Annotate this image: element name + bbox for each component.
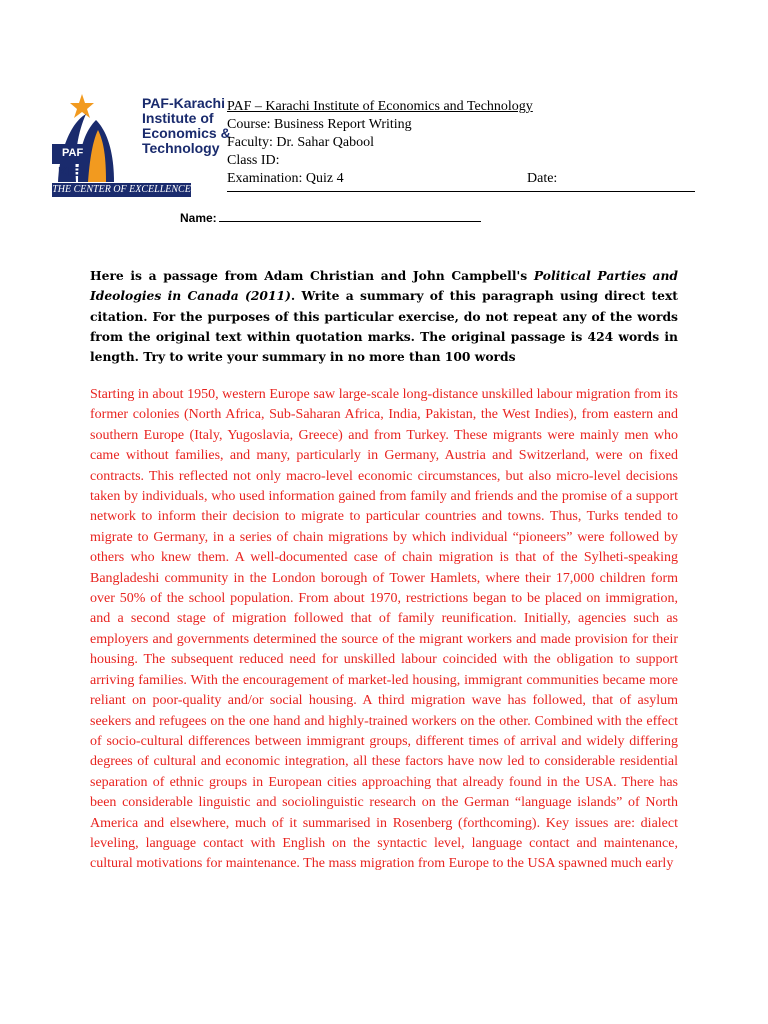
logo-line-2: Institute of (142, 110, 214, 126)
logo-line-3: Economics & (142, 125, 231, 141)
class-id-line: Class ID: (227, 153, 280, 168)
exam-header (227, 98, 695, 192)
logo-tagline: THE CENTER OF EXCELLENCE (52, 184, 191, 195)
logo-paf-text: PAF (62, 147, 84, 159)
name-field-row (180, 210, 481, 225)
instructions-text-2: . Write a summary of this paragraph using direct text citation. For the purposes of this particular exercise, do not repeat any of the words from the original text within quotation marks. The original passage is 424 words in length. Try to write your summary in no more than 100 words (90, 288, 678, 365)
faculty-line: Faculty: Dr. Sahar Qabool (227, 135, 374, 150)
logo-kiet-text: KIET (58, 164, 88, 179)
name-label: Name: (180, 211, 217, 225)
instructions-text-1: Here is a passage from Adam Christian and John Campbell's (90, 268, 534, 283)
source-passage: Starting in about 1950, western Europe saw large-scale long-distance unskilled labour migration from its former colonies (North Africa, Sub-Saharan Africa, India, Pakistan, the West Indies), from eastern and southern Europe (Italy, Yugoslavia, Greece) and from Turkey. These migrants were mainly men who came without families, and many, particularly in Germany, Austria and Switzerland, were on fixed contracts. This reflected not only macro-level economic circumstances, but also micro-level decisions taken by individuals, who used information gained from family and friends and the promise of a support network to inform their decision to migrate to particular countries and towns. Thus, Turks tended to migrate to Germany, in a series of chain migrations by which individual “pioneers” were followed by others who knew them. A well-documented case of chain migration is that of the Sylheti-speaking Bangladeshi community in the London borough of Tower Hamlets, where their 17,000 children form over 50% of the school population. From about 1970, restrictions began to be placed on immigration, and a second stage of migration followed that of family reunification. Initially, agencies such as employers and governments determined the source of the migrant workers and made provision for their housing. The subsequent reduced need for unskilled labour coincided with the obligation to support arriving families. With the encouragement of market-led housing, immigrant communities became more reliant on poor-quality and/or social housing. A third migration wave has followed, that of asylum seekers and refugees on the one hand and highly-trained workers on the other. Combined with the effect of socio-cultural differences between immigrant groups, different times of arrival and widely differing degrees of cultural and economic integration, all these factors have now led to considerable residential separation of ethnic groups in European cities approaching that already found in the USA. There has been considerable linguistic and sociolinguistic research on the German “language islands” of North America and elsewhere, much of it summarised in Rosenberg (forthcoming). Key issues are: dialect leveling, language contact with English on the syntactic level, language contact and maintenance, cultural motivations for maintenance. The mass migration from Europe to the USA spawned much early (90, 387, 678, 872)
date-label: Date: (527, 171, 558, 186)
examination-row (227, 170, 695, 192)
examination-label: Examination: Quiz 4 (227, 171, 344, 186)
book-title: Political Parties and Ideologies in Canada (2011) (90, 268, 678, 304)
institution-name: PAF – Karachi Institute of Economics and Technology (227, 99, 533, 114)
logo-line-1: PAF-Karachi (142, 95, 225, 111)
institute-logo (50, 92, 231, 198)
name-blank-line[interactable] (219, 210, 481, 222)
course-line: Course: Business Report Writing (227, 117, 412, 132)
logo-line-4: Technology (142, 140, 220, 156)
quiz-instructions (90, 266, 678, 367)
